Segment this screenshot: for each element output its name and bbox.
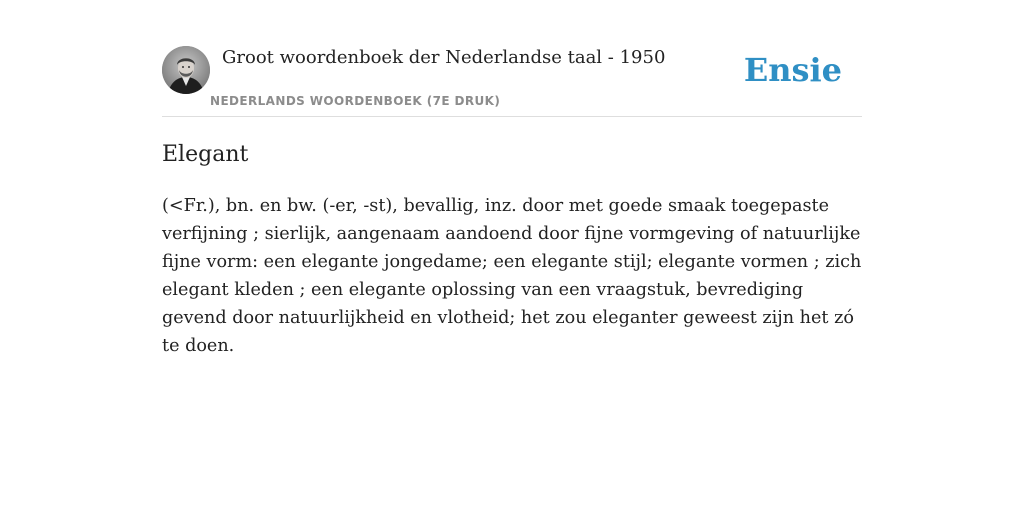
- author-avatar[interactable]: [162, 46, 210, 94]
- source-title[interactable]: Groot woordenboek der Nederlandse taal - 1950: [222, 47, 666, 68]
- source-header: [162, 0, 862, 117]
- entry-title: Elegant: [162, 142, 249, 167]
- entry-definition: (<Fr.), bn. en bw. (-er, -st), bevallig, inz. door met goede smaak toegepaste verfijning ; sierlijk, aangenaam aandoend door fijne vormgeving of natuurlijke fijne vorm: een elegante jongedame; een elegante stijl; elegante vormen ; zich elegant kleden ; een elegante oplossing van een vraagstuk, bevrediging gevend door natuurlijkheid en vlotheid; het zou eleganter geweest zijn het zó te doen.: [162, 196, 862, 356]
- source-subtitle[interactable]: NEDERLANDS WOORDENBOEK (7E DRUK): [210, 94, 501, 108]
- ensie-logo-link[interactable]: Ensie: [743, 51, 842, 89]
- portrait-icon: [162, 46, 210, 94]
